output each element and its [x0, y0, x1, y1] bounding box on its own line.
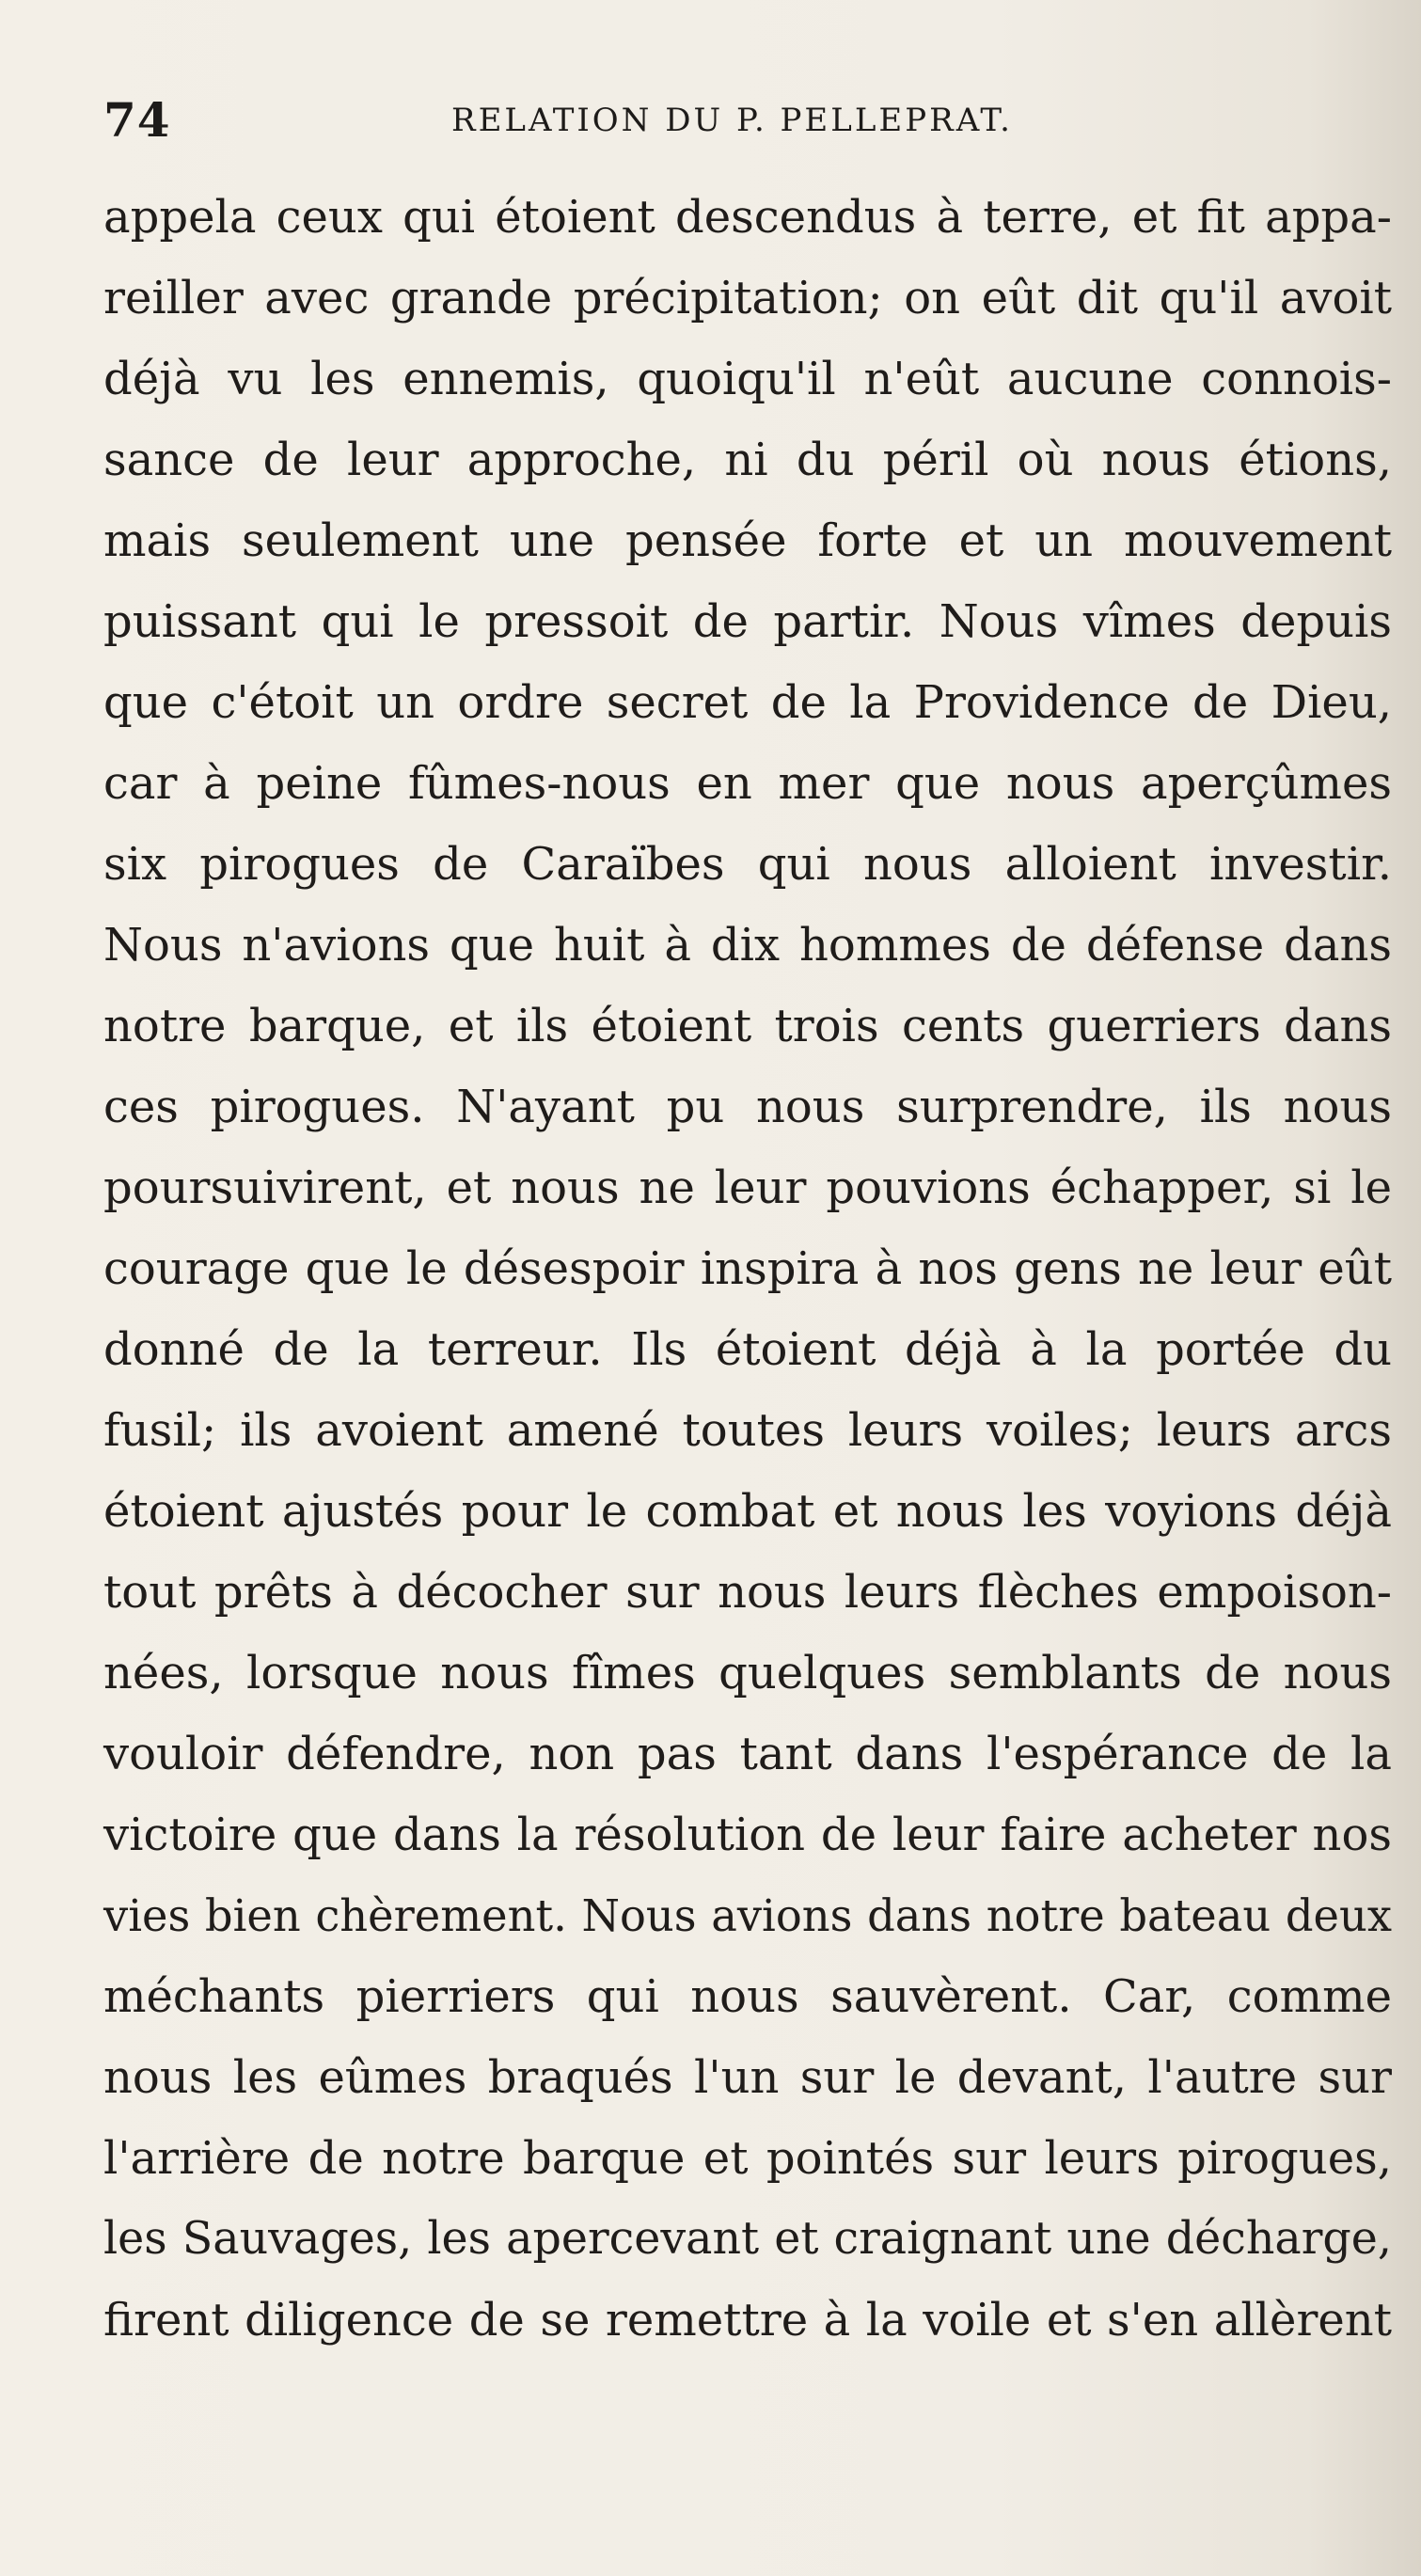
text-line: nous les eûmes braqués l'un sur le devant, l'autre sur: [103, 2051, 1392, 2104]
text-line: firent diligence de se remettre à la voile et s'en allèrent: [103, 2294, 1392, 2347]
text-line: vies bien chèrement. Nous avions dans notre bateau deux: [103, 1890, 1392, 1941]
running-head: RELATION DU P. PELLEPRAT.: [451, 102, 1013, 139]
text-line: poursuivirent, et nous ne leur pouvions échapper, si le: [103, 1162, 1392, 1214]
text-line: vouloir défendre, non pas tant dans l'espérance de la: [103, 1728, 1392, 1780]
text-line: sance de leur approche, ni du péril où nous étions,: [103, 434, 1392, 486]
text-line: donné de la terreur. Ils étoient déjà à la portée du: [103, 1323, 1392, 1376]
text-line: appela ceux qui étoient descendus à terre, et fit appa-: [103, 191, 1392, 244]
text-line: notre barque, et ils étoient trois cents guerriers dans: [103, 1000, 1392, 1052]
text-line: tout prêts à décocher sur nous leurs flèches empoison-: [103, 1566, 1392, 1619]
text-line: victoire que dans la résolution de leur faire acheter nos: [103, 1809, 1392, 1861]
text-line: car à peine fûmes-nous en mer que nous aperçûmes: [103, 757, 1392, 810]
text-line: déjà vu les ennemis, quoiqu'il n'eût aucune connois-: [103, 353, 1392, 405]
text-line: l'arrière de notre barque et pointés sur leurs pirogues,: [103, 2132, 1392, 2185]
text-line: étoient ajustés pour le combat et nous les voyions déjà: [103, 1485, 1392, 1538]
text-line: mais seulement une pensée forte et un mouvement: [103, 514, 1392, 567]
text-line: Nous n'avions que huit à dix hommes de défense dans: [103, 919, 1392, 972]
text-line: fusil; ils avoient amené toutes leurs voiles; leurs arcs: [103, 1404, 1392, 1457]
page-header: [103, 92, 1392, 158]
text-line: nées, lorsque nous fîmes quelques semblants de nous: [103, 1647, 1392, 1699]
text-line: courage que le désespoir inspira à nos gens ne leur eût: [103, 1242, 1392, 1295]
text-line: ces pirogues. N'ayant pu nous surprendre, ils nous: [103, 1081, 1392, 1133]
text-line: les Sauvages, les apercevant et craignant une décharge,: [103, 2213, 1392, 2265]
body-text: [103, 177, 1392, 2361]
text-line: six pirogues de Caraïbes qui nous alloient investir.: [103, 838, 1392, 891]
text-line: que c'étoit un ordre secret de la Providence de Dieu,: [103, 676, 1392, 729]
text-line: reiller avec grande précipitation; on eût dit qu'il avoit: [103, 272, 1392, 324]
page-number: 74: [103, 92, 171, 148]
text-line: méchants pierriers qui nous sauvèrent. Car, comme: [103, 1970, 1392, 2023]
text-line: puissant qui le pressoit de partir. Nous vîmes depuis: [103, 595, 1392, 648]
